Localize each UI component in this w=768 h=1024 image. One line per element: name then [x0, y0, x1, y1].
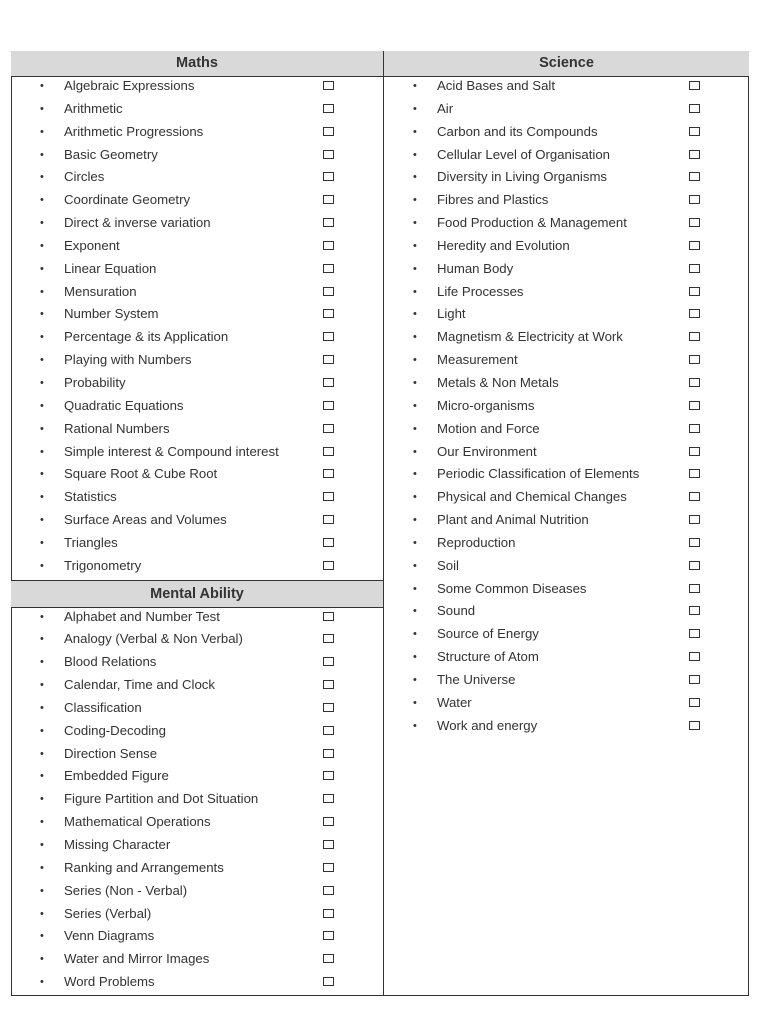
list-item — [384, 534, 749, 557]
topic-label: Rational Numbers — [64, 420, 170, 436]
checkbox[interactable] — [323, 657, 334, 666]
list-item — [11, 146, 383, 169]
bullet-icon: • — [413, 673, 417, 686]
topic-label: Our Environment — [437, 443, 537, 459]
topic-label: Percentage & its Application — [64, 329, 229, 345]
bullet-icon: • — [413, 331, 417, 344]
mental-ability-list — [11, 608, 383, 996]
list-item — [11, 511, 383, 534]
maths-list — [11, 77, 383, 580]
bullet-icon: • — [413, 171, 417, 184]
checkbox[interactable] — [323, 195, 334, 204]
topic-label: Light — [437, 306, 466, 322]
list-item — [384, 420, 749, 443]
topic-label: Algebraic Expressions — [64, 78, 195, 93]
checkbox[interactable] — [323, 469, 334, 478]
checkbox[interactable] — [689, 127, 700, 136]
bullet-icon: • — [40, 930, 44, 943]
bullet-icon: • — [40, 445, 44, 458]
checkbox[interactable] — [323, 447, 334, 456]
topic-label: Structure of Atom — [437, 649, 539, 665]
bullet-icon: • — [40, 701, 44, 714]
bullet-icon: • — [413, 468, 417, 481]
topic-label: Soil — [437, 557, 459, 573]
list-item — [11, 191, 383, 214]
topic-label: Series (Verbal) — [64, 905, 152, 921]
list-item — [11, 374, 383, 397]
checkbox[interactable] — [323, 355, 334, 364]
list-item — [11, 813, 383, 836]
checkbox[interactable] — [689, 629, 700, 638]
topic-label: Life Processes — [437, 283, 524, 299]
list-item — [11, 443, 383, 466]
checkbox[interactable] — [323, 680, 334, 689]
list-item — [11, 214, 383, 237]
bullet-icon: • — [40, 610, 44, 623]
topic-label: Magnetism & Electricity at Work — [437, 329, 623, 345]
bullet-icon: • — [413, 514, 417, 527]
topic-label: Sound — [437, 603, 476, 619]
bullet-icon: • — [40, 102, 44, 115]
bullet-icon: • — [413, 719, 417, 732]
checkbox[interactable] — [323, 172, 334, 181]
topic-label: Some Common Diseases — [437, 580, 587, 596]
bullet-icon: • — [40, 953, 44, 966]
list-item — [11, 950, 383, 973]
bullet-icon: • — [40, 679, 44, 692]
list-item — [384, 100, 749, 123]
topic-label: Arithmetic Progressions — [64, 123, 204, 139]
checkbox[interactable] — [689, 104, 700, 113]
topic-label: Carbon and its Compounds — [437, 123, 598, 139]
checkbox[interactable] — [323, 726, 334, 735]
topic-label: Heredity and Evolution — [437, 237, 570, 253]
topic-label: Food Production & Management — [437, 215, 627, 231]
bullet-icon: • — [40, 656, 44, 669]
topic-label: Triangles — [64, 534, 118, 550]
checkbox[interactable] — [323, 332, 334, 341]
topic-label: Source of Energy — [437, 626, 539, 642]
topic-label: Micro-organisms — [437, 397, 535, 413]
checkbox[interactable] — [323, 954, 334, 963]
list-item — [11, 420, 383, 443]
checkbox[interactable] — [689, 561, 700, 570]
topic-label: Alphabet and Number Test — [64, 608, 220, 624]
bullet-icon: • — [40, 80, 44, 92]
topic-label: Probability — [64, 374, 126, 390]
checkbox[interactable] — [323, 515, 334, 524]
list-item — [384, 648, 749, 671]
bullet-icon: • — [413, 559, 417, 572]
bullet-icon: • — [413, 582, 417, 595]
list-item — [384, 191, 749, 214]
checkbox[interactable] — [689, 287, 700, 296]
checkbox[interactable] — [689, 447, 700, 456]
topic-label: Number System — [64, 306, 159, 322]
bullet-icon: • — [413, 80, 417, 92]
list-item — [11, 123, 383, 146]
list-item — [384, 123, 749, 146]
topic-label: Simple interest & Compound interest — [64, 443, 279, 459]
bullet-icon: • — [40, 285, 44, 298]
bullet-icon: • — [40, 816, 44, 829]
topic-label: Basic Geometry — [64, 146, 158, 162]
checkbox[interactable] — [323, 561, 334, 570]
checkbox[interactable] — [323, 241, 334, 250]
topic-label: Arithmetic — [64, 100, 123, 116]
checkbox[interactable] — [689, 424, 700, 433]
bullet-icon: • — [40, 514, 44, 527]
list-item — [384, 488, 749, 511]
checkbox[interactable] — [689, 538, 700, 547]
bullet-icon: • — [40, 861, 44, 874]
checkbox[interactable] — [689, 652, 700, 661]
bullet-icon: • — [40, 239, 44, 252]
list-item — [384, 77, 749, 100]
bullet-icon: • — [413, 239, 417, 252]
topic-label: Analogy (Verbal & Non Verbal) — [64, 631, 243, 647]
list-item — [384, 465, 749, 488]
science-list — [384, 77, 749, 739]
list-item — [384, 260, 749, 283]
checkbox[interactable] — [323, 401, 334, 410]
bullet-icon: • — [40, 468, 44, 481]
topic-label: Coordinate Geometry — [64, 192, 191, 208]
checkbox[interactable] — [689, 150, 700, 159]
bullet-icon: • — [40, 399, 44, 412]
bullet-icon: • — [40, 770, 44, 783]
list-item — [384, 397, 749, 420]
list-item — [11, 397, 383, 420]
list-item — [11, 488, 383, 511]
topic-label: Linear Equation — [64, 260, 157, 276]
checkbox[interactable] — [323, 538, 334, 547]
list-item — [384, 168, 749, 191]
checkbox[interactable] — [323, 749, 334, 758]
checkbox[interactable] — [323, 309, 334, 318]
topic-label: Plant and Animal Nutrition — [437, 512, 589, 528]
checkbox[interactable] — [323, 817, 334, 826]
checkbox[interactable] — [323, 287, 334, 296]
checkbox[interactable] — [323, 612, 334, 621]
list-item — [384, 374, 749, 397]
list-item — [11, 882, 383, 905]
topic-label: Reproduction — [437, 534, 516, 550]
checkbox[interactable] — [323, 863, 334, 872]
topic-label: Work and energy — [437, 717, 538, 733]
checkbox[interactable] — [689, 675, 700, 684]
list-item — [384, 351, 749, 374]
bullet-icon: • — [413, 605, 417, 618]
topic-label: Mathematical Operations — [64, 814, 211, 830]
list-item — [11, 168, 383, 191]
topic-label: Water and Mirror Images — [64, 951, 210, 967]
topic-label: Human Body — [437, 260, 514, 276]
bullet-icon: • — [413, 376, 417, 389]
bullet-icon: • — [40, 354, 44, 367]
bullet-icon: • — [40, 331, 44, 344]
topic-label: Measurement — [437, 352, 518, 368]
checkbox[interactable] — [323, 634, 334, 643]
bullet-icon: • — [413, 354, 417, 367]
list-item — [384, 237, 749, 260]
topic-label: Ranking and Arrangements — [64, 859, 224, 875]
topic-label: Diversity in Living Organisms — [437, 169, 608, 185]
bullet-icon: • — [40, 262, 44, 275]
list-item — [11, 608, 383, 631]
bullet-icon: • — [40, 125, 44, 138]
topic-label: Blood Relations — [64, 654, 157, 670]
checkbox[interactable] — [689, 606, 700, 615]
topic-label: Physical and Chemical Changes — [437, 489, 627, 505]
list-item — [384, 625, 749, 648]
bullet-icon: • — [413, 696, 417, 709]
checkbox[interactable] — [689, 401, 700, 410]
list-item — [384, 511, 749, 534]
checkbox[interactable] — [323, 794, 334, 803]
checkbox[interactable] — [689, 81, 700, 90]
list-item — [384, 214, 749, 237]
topic-label: Quadratic Equations — [64, 397, 184, 413]
bullet-icon: • — [40, 217, 44, 230]
list-item — [384, 602, 749, 625]
list-item — [11, 699, 383, 722]
checkbox[interactable] — [689, 721, 700, 730]
checkbox[interactable] — [689, 698, 700, 707]
list-item — [11, 305, 383, 328]
checkbox[interactable] — [323, 378, 334, 387]
bullet-icon: • — [413, 217, 417, 230]
list-item — [384, 557, 749, 580]
bullet-icon: • — [40, 724, 44, 737]
topic-label: Water — [437, 694, 472, 710]
bullet-icon: • — [413, 628, 417, 641]
maths-header: Maths — [11, 51, 383, 77]
topic-label: Periodic Classification of Elements — [437, 466, 640, 482]
topic-label: Playing with Numbers — [64, 352, 192, 368]
topic-label: Surface Areas and Volumes — [64, 512, 227, 528]
checkbox[interactable] — [689, 378, 700, 387]
bullet-icon: • — [40, 491, 44, 504]
list-item — [384, 283, 749, 306]
list-item — [11, 630, 383, 653]
list-item — [11, 237, 383, 260]
checkbox[interactable] — [323, 840, 334, 849]
list-item — [11, 260, 383, 283]
topic-label: Motion and Force — [437, 420, 540, 436]
checkbox[interactable] — [689, 492, 700, 501]
bullet-icon: • — [40, 308, 44, 321]
bullet-icon: • — [413, 262, 417, 275]
bullet-icon: • — [40, 536, 44, 549]
list-item — [11, 927, 383, 950]
list-item — [11, 836, 383, 859]
list-item — [384, 328, 749, 351]
checkbox[interactable] — [689, 218, 700, 227]
topic-label: Calendar, Time and Clock — [64, 677, 215, 693]
topic-label: Series (Non - Verbal) — [64, 882, 188, 898]
bullet-icon: • — [413, 102, 417, 115]
bullet-icon: • — [413, 285, 417, 298]
checkbox[interactable] — [689, 515, 700, 524]
list-item — [384, 305, 749, 328]
checkbox[interactable] — [323, 886, 334, 895]
topic-label: Circles — [64, 169, 105, 185]
checkbox[interactable] — [689, 172, 700, 181]
topic-label: Classification — [64, 699, 142, 715]
list-item — [11, 676, 383, 699]
bullet-icon: • — [40, 194, 44, 207]
bullet-icon: • — [40, 376, 44, 389]
topic-label: Statistics — [64, 489, 117, 505]
topic-label: Trigonometry — [64, 557, 142, 573]
right-column — [384, 51, 749, 739]
list-item — [384, 694, 749, 717]
left-column — [11, 51, 383, 996]
list-item — [384, 671, 749, 694]
bullet-icon: • — [413, 125, 417, 138]
bullet-icon: • — [413, 308, 417, 321]
list-item — [384, 146, 749, 169]
checkbox[interactable] — [689, 584, 700, 593]
checkbox[interactable] — [689, 309, 700, 318]
list-item — [11, 351, 383, 374]
list-item — [11, 722, 383, 745]
list-item — [11, 745, 383, 768]
bullet-icon: • — [40, 559, 44, 572]
bullet-icon: • — [40, 976, 44, 989]
list-item — [11, 557, 383, 580]
list-item — [11, 77, 383, 100]
bullet-icon: • — [413, 194, 417, 207]
topic-label: Mensuration — [64, 283, 137, 299]
checkbox[interactable] — [323, 424, 334, 433]
checkbox[interactable] — [323, 977, 334, 986]
topic-label: Acid Bases and Salt — [437, 78, 556, 93]
bullet-icon: • — [40, 747, 44, 760]
bullet-icon: • — [413, 491, 417, 504]
list-item — [11, 973, 383, 996]
bullet-icon: • — [413, 651, 417, 664]
checkbox[interactable] — [323, 492, 334, 501]
list-item — [384, 580, 749, 603]
list-item — [11, 534, 383, 557]
checkbox[interactable] — [689, 355, 700, 364]
checkbox[interactable] — [689, 332, 700, 341]
topic-label: Exponent — [64, 237, 120, 253]
topic-label: Metals & Non Metals — [437, 374, 559, 390]
checkbox[interactable] — [689, 469, 700, 478]
topic-label: Venn Diagrams — [64, 928, 155, 944]
bullet-icon: • — [40, 148, 44, 161]
checkbox[interactable] — [323, 909, 334, 918]
bullet-icon: • — [40, 884, 44, 897]
topic-label: Air — [437, 100, 454, 116]
bullet-icon: • — [40, 171, 44, 184]
list-item — [11, 283, 383, 306]
list-item — [11, 790, 383, 813]
topic-label: Direction Sense — [64, 745, 158, 761]
checkbox[interactable] — [689, 241, 700, 250]
checkbox[interactable] — [323, 931, 334, 940]
checkbox[interactable] — [689, 195, 700, 204]
list-item — [11, 767, 383, 790]
list-item — [384, 443, 749, 466]
mental-ability-header: Mental Ability — [11, 580, 383, 608]
bullet-icon: • — [413, 422, 417, 435]
checkbox[interactable] — [323, 127, 334, 136]
topic-label: Embedded Figure — [64, 768, 169, 784]
checkbox[interactable] — [323, 771, 334, 780]
checkbox[interactable] — [323, 104, 334, 113]
checkbox[interactable] — [323, 218, 334, 227]
bullet-icon: • — [40, 633, 44, 646]
topic-label: Square Root & Cube Root — [64, 466, 218, 482]
science-header: Science — [384, 51, 749, 77]
topic-label: Cellular Level of Organisation — [437, 146, 610, 162]
topic-label: Missing Character — [64, 837, 171, 852]
topic-label: Figure Partition and Dot Situation — [64, 791, 259, 807]
topic-label: The Universe — [437, 671, 516, 687]
bullet-icon: • — [413, 399, 417, 412]
bullet-icon: • — [40, 793, 44, 806]
topic-label: Word Problems — [64, 974, 155, 990]
topic-label: Coding-Decoding — [64, 722, 166, 738]
checkbox[interactable] — [323, 81, 334, 90]
list-item — [11, 328, 383, 351]
bullet-icon: • — [413, 445, 417, 458]
topic-label: Direct & inverse variation — [64, 215, 211, 231]
bullet-icon: • — [40, 907, 44, 920]
list-item — [11, 653, 383, 676]
checkbox[interactable] — [323, 150, 334, 159]
bullet-icon: • — [413, 148, 417, 161]
topic-label: Fibres and Plastics — [437, 192, 549, 208]
checkbox[interactable] — [689, 264, 700, 273]
bullet-icon: • — [40, 839, 44, 851]
bullet-icon: • — [40, 422, 44, 435]
list-item — [11, 859, 383, 882]
checkbox[interactable] — [323, 264, 334, 273]
bullet-icon: • — [413, 536, 417, 549]
checkbox[interactable] — [323, 703, 334, 712]
list-item — [11, 100, 383, 123]
list-item — [384, 717, 749, 740]
list-item — [11, 465, 383, 488]
list-item — [11, 905, 383, 928]
